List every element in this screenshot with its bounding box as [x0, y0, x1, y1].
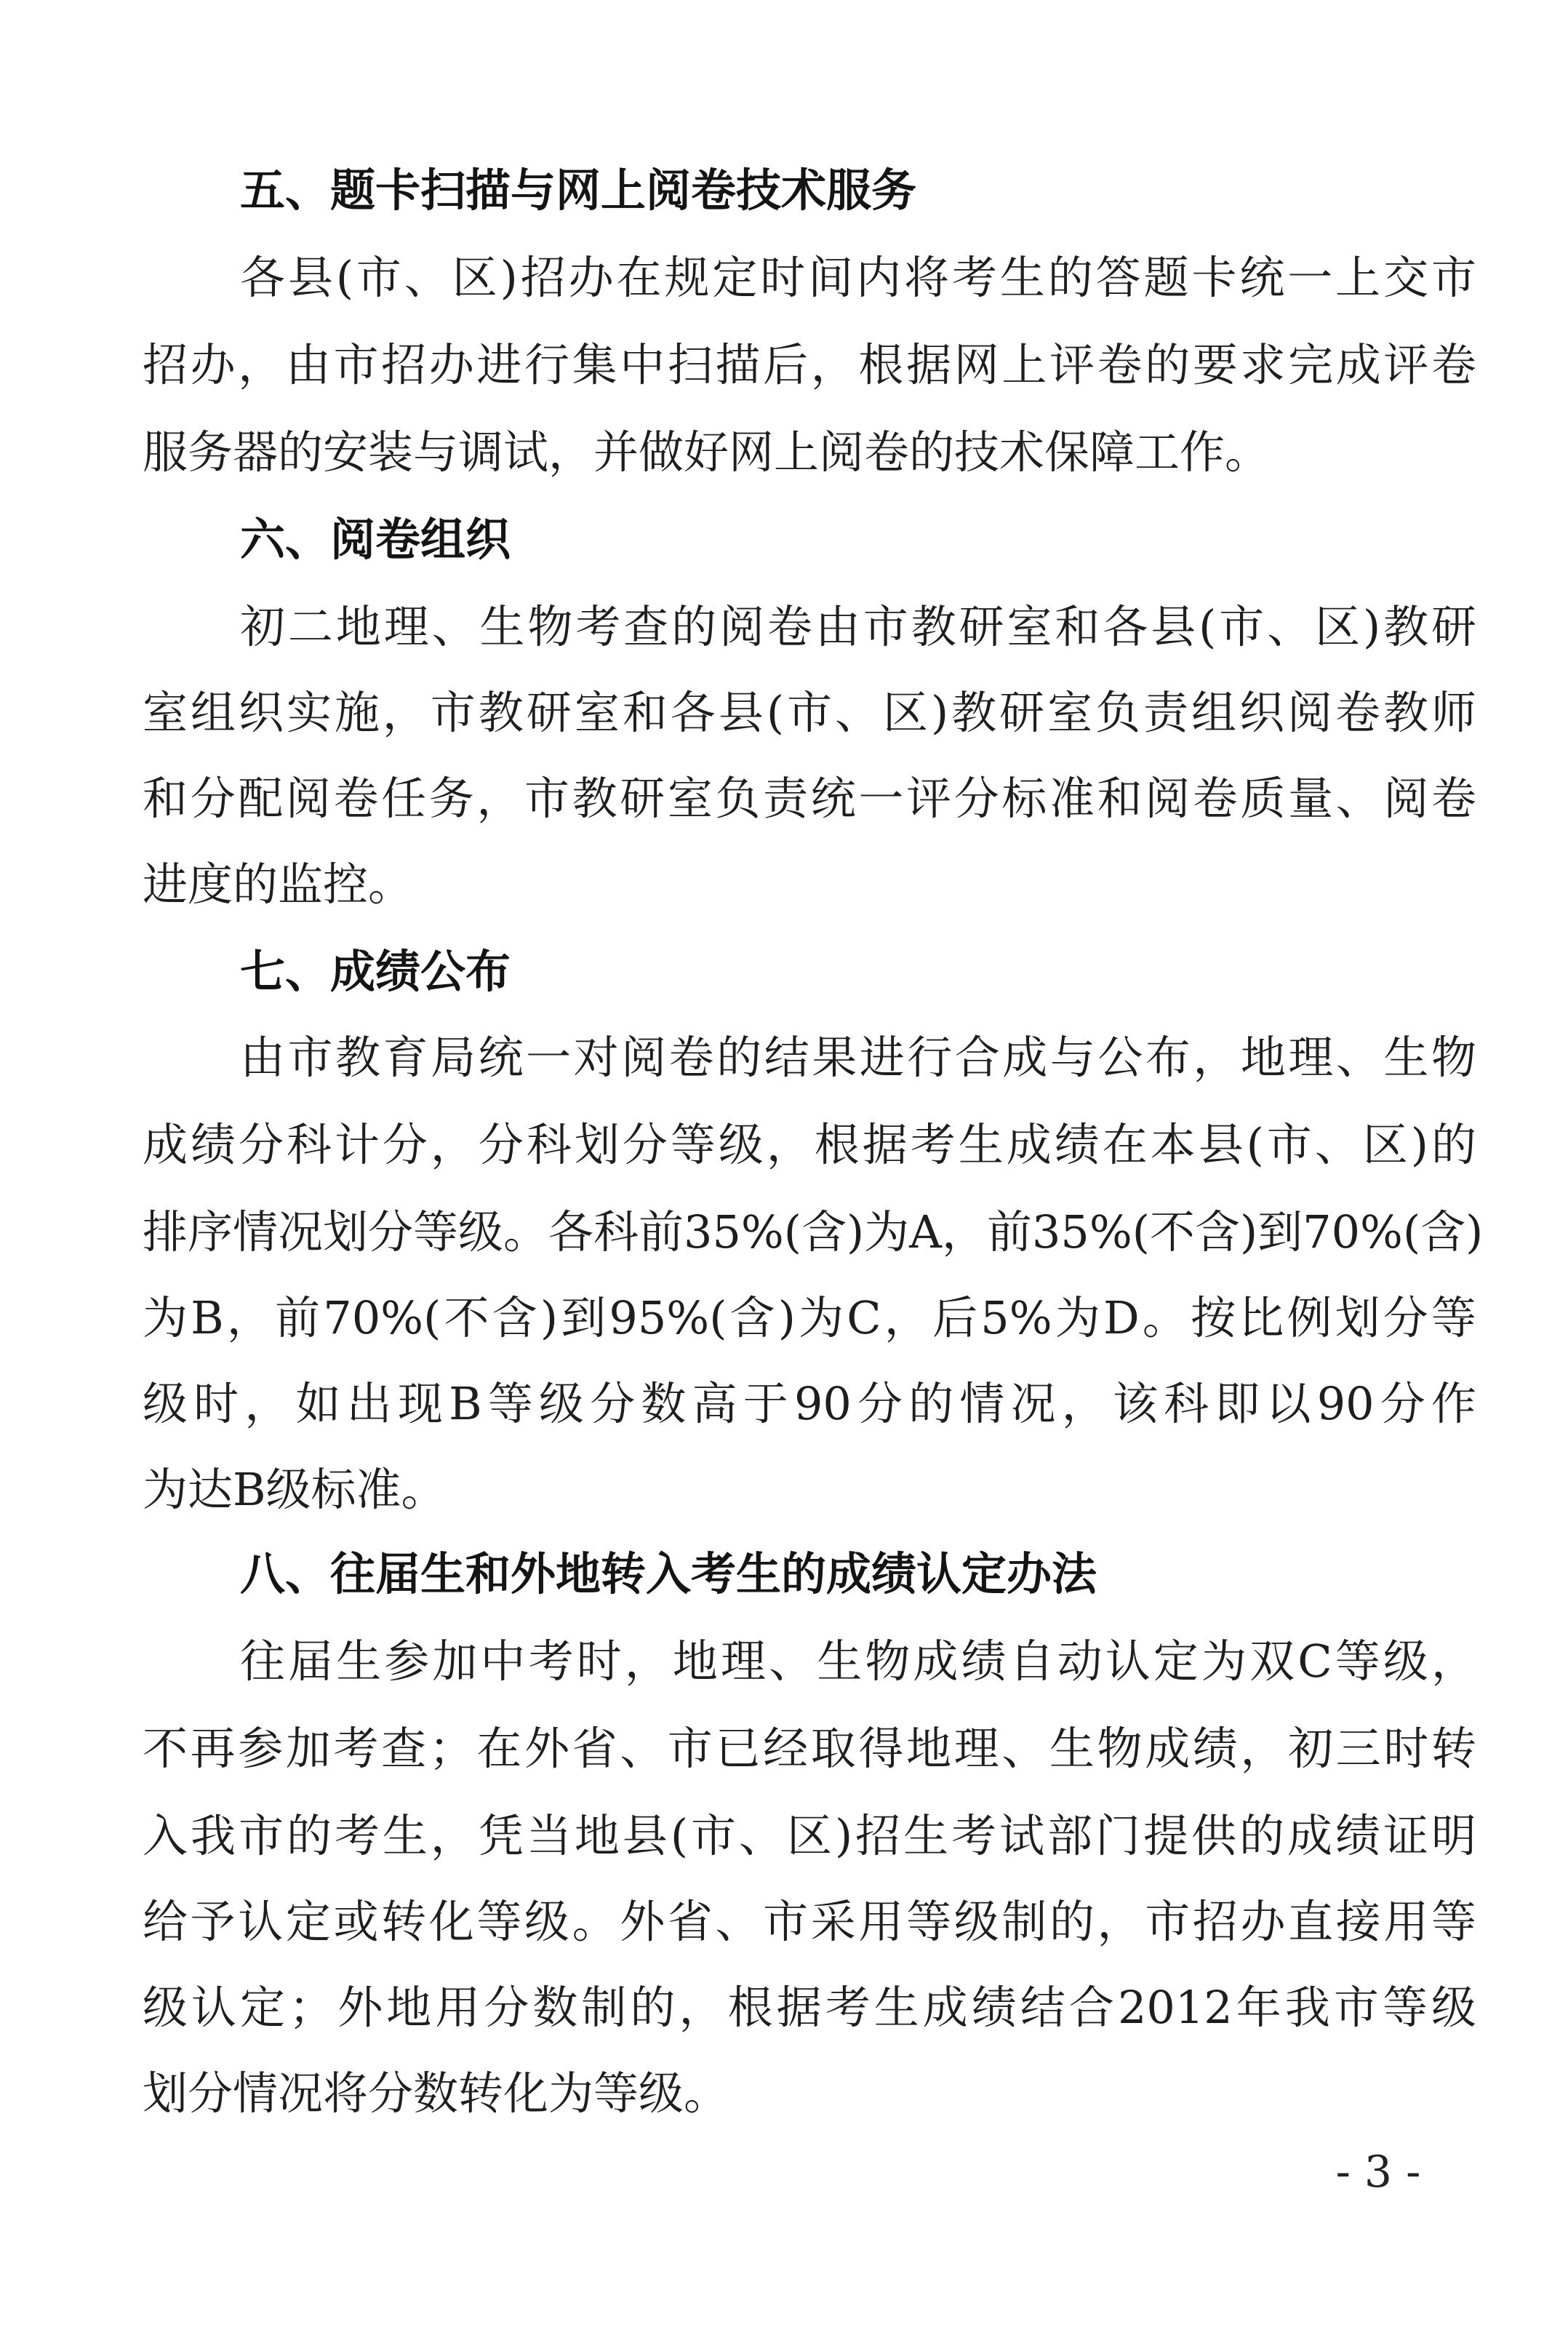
section-6-line-4: 进度的监控。 [143, 858, 414, 911]
section-7-line-2: 成绩分科计分，分科划分等级，根据考生成绩在本县(市、区)的 [143, 1118, 1476, 1171]
section-7-line-5: 级时，如出现B等级分数高于90分的情况，该科即以90分作 [143, 1377, 1476, 1430]
section-8-line-4: 给予认定或转化等级。外省、市采用等级制的，市招办直接用等 [143, 1895, 1476, 1948]
section-7-line-1: 由市教育局统一对阅卷的结果进行合成与公布，地理、生物 [240, 1031, 1476, 1084]
section-7-line-4: 为B，前70%(不含)到95%(含)为C，后5%为D。按比例划分等 [143, 1291, 1476, 1344]
section-7-line-3: 排序情况划分等级。各科前35%(含)为A，前35%(不含)到70%(含) [143, 1205, 1484, 1258]
section-7-title: 七、成绩公布 [240, 945, 511, 998]
section-6-title: 六、阅卷组织 [240, 513, 511, 566]
section-5-line-3: 服务器的安装与调试，并做好网上阅卷的技术保障工作。 [143, 426, 1271, 479]
page-number: - 3 - [1335, 2147, 1421, 2198]
section-8-line-1: 往届生参加中考时，地理、生物成绩自动认定为双C等级， [240, 1635, 1476, 1688]
section-6-line-1: 初二地理、生物考查的阅卷由市教研室和各县(市、区)教研 [240, 600, 1476, 653]
section-6-line-3: 和分配阅卷任务，市教研室负责统一评分标准和阅卷质量、阅卷 [143, 772, 1476, 825]
section-5-line-1: 各县(市、区)招办在规定时间内将考生的答题卡统一上交市 [240, 251, 1476, 304]
section-8-line-5: 级认定；外地用分数制的，根据考生成绩结合2012年我市等级 [143, 1981, 1476, 2034]
section-8-title: 八、往届生和外地转入考生的成绩认定办法 [240, 1547, 1097, 1600]
section-8-line-2: 不再参加考查；在外省、市已经取得地理、生物成绩，初三时转 [143, 1722, 1476, 1775]
section-7-line-6: 为达B级标准。 [143, 1463, 447, 1516]
section-6-line-2: 室组织实施，市教研室和各县(市、区)教研室负责组织阅卷教师 [143, 686, 1476, 739]
section-5-title: 五、题卡扫描与网上阅卷技术服务 [240, 164, 917, 217]
section-8-line-3: 入我市的考生，凭当地县(市、区)招生考试部门提供的成绩证明 [143, 1809, 1476, 1862]
section-8-line-6: 划分情况将分数转化为等级。 [143, 2067, 729, 2120]
section-5-line-2: 招办，由市招办进行集中扫描后，根据网上评卷的要求完成评卷 [143, 338, 1476, 391]
